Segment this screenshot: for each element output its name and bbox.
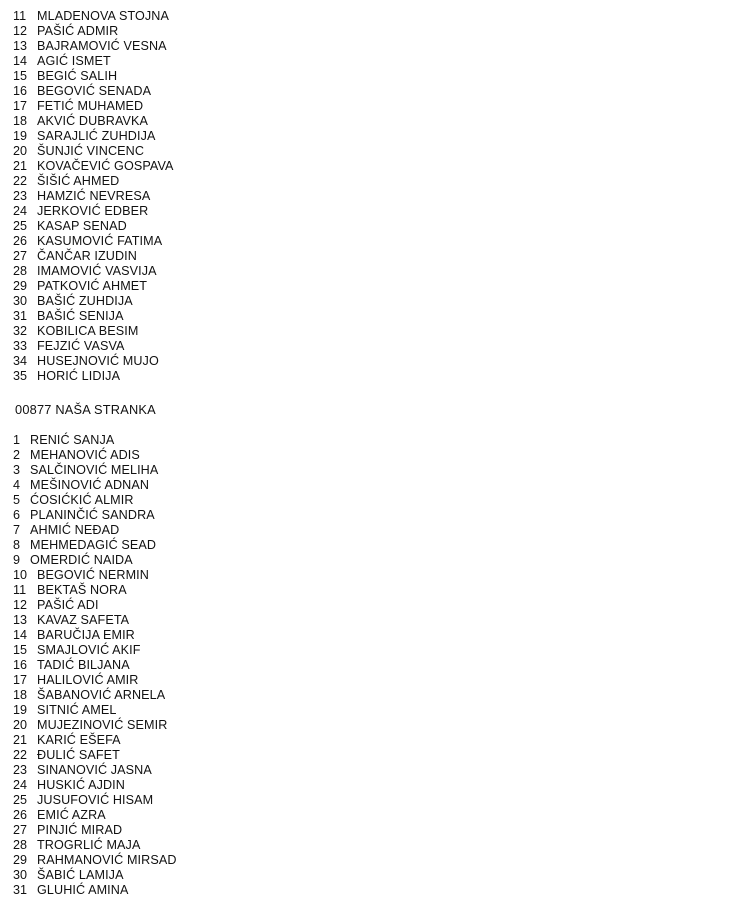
list-item bbox=[13, 114, 174, 129]
candidate-number: 18 bbox=[13, 688, 28, 702]
candidate-number: 33 bbox=[13, 339, 28, 353]
list-item bbox=[13, 354, 174, 369]
candidate-name: FEJZIĆ VASVA bbox=[37, 339, 125, 353]
candidate-number: 11 bbox=[13, 9, 27, 23]
candidate-name: OMERDIĆ NAIDA bbox=[30, 553, 133, 567]
candidate-name: HALILOVIĆ AMIR bbox=[37, 673, 139, 687]
candidate-name: MEHANOVIĆ ADIS bbox=[30, 448, 140, 462]
candidate-number: 8 bbox=[13, 538, 21, 552]
candidate-number: 24 bbox=[13, 204, 28, 218]
list-item bbox=[13, 523, 177, 538]
candidate-name: PLANINČIĆ SANDRA bbox=[30, 508, 155, 522]
candidate-name: KAVAZ SAFETA bbox=[37, 613, 130, 627]
candidate-list-continued bbox=[13, 9, 174, 384]
candidate-number: 19 bbox=[13, 703, 28, 717]
list-item bbox=[13, 778, 177, 793]
candidate-number: 25 bbox=[13, 793, 28, 807]
candidate-name: SARAJLIĆ ZUHDIJA bbox=[37, 129, 156, 143]
candidate-name: BAŠIĆ SENIJA bbox=[37, 309, 124, 323]
party-heading: 00877 NAŠA STRANKA bbox=[15, 402, 156, 417]
list-item bbox=[13, 69, 174, 84]
candidate-name: MUJEZINOVIĆ SEMIR bbox=[37, 718, 168, 732]
list-item bbox=[13, 39, 174, 54]
list-item bbox=[13, 264, 174, 279]
candidate-number: 13 bbox=[13, 613, 28, 627]
list-item bbox=[13, 309, 174, 324]
list-item bbox=[13, 733, 177, 748]
candidate-number: 7 bbox=[13, 523, 21, 537]
candidate-number: 15 bbox=[13, 643, 28, 657]
candidate-name: PATKOVIĆ AHMET bbox=[37, 279, 148, 293]
candidate-name: BARUČIJA EMIR bbox=[37, 628, 135, 642]
candidate-number: 23 bbox=[13, 763, 28, 777]
list-item bbox=[13, 748, 177, 763]
candidate-name: BEGOVIĆ NERMIN bbox=[37, 568, 149, 582]
candidate-name: KASAP SENAD bbox=[37, 219, 127, 233]
candidate-name: KOVAČEVIĆ GOSPAVA bbox=[37, 159, 174, 173]
candidate-name: PAŠIĆ ADI bbox=[37, 598, 99, 612]
candidate-number: 9 bbox=[13, 553, 21, 567]
candidate-number: 17 bbox=[13, 673, 28, 687]
candidate-number: 13 bbox=[13, 39, 28, 53]
candidate-name: EMIĆ AZRA bbox=[37, 808, 106, 822]
candidate-name: BEGIĆ SALIH bbox=[37, 69, 118, 83]
candidate-name: SITNIĆ AMEL bbox=[37, 703, 117, 717]
candidate-number: 27 bbox=[13, 823, 28, 837]
candidate-name: HAMZIĆ NEVRESA bbox=[37, 189, 151, 203]
candidate-number: 19 bbox=[13, 129, 28, 143]
candidate-number: 25 bbox=[13, 219, 28, 233]
candidate-name: ŠUNJIĆ VINCENC bbox=[37, 144, 145, 158]
candidate-number: 15 bbox=[13, 69, 28, 83]
candidate-number: 30 bbox=[13, 868, 28, 882]
candidate-name: MLADENOVA STOJNA bbox=[37, 9, 170, 23]
candidate-name: GLUHIĆ AMINA bbox=[37, 883, 129, 897]
candidate-name: ŠIŠIĆ AHMED bbox=[37, 174, 120, 188]
candidate-number: 29 bbox=[13, 853, 28, 867]
candidate-name: KOBILICA BESIM bbox=[37, 324, 139, 338]
candidate-name: HORIĆ LIDIJA bbox=[37, 369, 121, 383]
candidate-number: 34 bbox=[13, 354, 28, 368]
candidate-number: 29 bbox=[13, 279, 28, 293]
list-item bbox=[13, 538, 177, 553]
list-item bbox=[13, 279, 174, 294]
candidate-name: BEGOVIĆ SENADA bbox=[37, 84, 152, 98]
candidate-name: AGIĆ ISMET bbox=[37, 54, 111, 68]
list-item bbox=[13, 129, 174, 144]
list-item bbox=[13, 868, 177, 883]
candidate-number: 28 bbox=[13, 838, 28, 852]
candidate-name: PAŠIĆ ADMIR bbox=[37, 24, 119, 38]
list-item bbox=[13, 324, 174, 339]
list-item bbox=[13, 703, 177, 718]
candidate-number: 30 bbox=[13, 294, 28, 308]
candidate-number: 6 bbox=[13, 508, 21, 522]
list-item bbox=[13, 718, 177, 733]
candidate-name: ĆOSIĆKIĆ ALMIR bbox=[30, 493, 134, 507]
candidate-name: AHMIĆ NEĐAD bbox=[30, 523, 120, 537]
list-item bbox=[13, 448, 177, 463]
candidate-name: JERKOVIĆ EDBER bbox=[37, 204, 149, 218]
list-item bbox=[13, 24, 174, 39]
candidate-name: MEŠINOVIĆ ADNAN bbox=[30, 478, 150, 492]
candidate-name: KARIĆ EŠEFA bbox=[37, 733, 121, 747]
candidate-number: 12 bbox=[13, 598, 28, 612]
candidate-number: 32 bbox=[13, 324, 28, 338]
candidate-name: ŠABANOVIĆ ARNELA bbox=[37, 688, 166, 702]
list-item bbox=[13, 84, 174, 99]
list-item bbox=[13, 763, 177, 778]
list-item bbox=[13, 219, 174, 234]
candidate-number: 2 bbox=[13, 448, 21, 462]
list-item bbox=[13, 9, 174, 24]
list-item bbox=[13, 883, 177, 898]
candidate-number: 21 bbox=[13, 733, 28, 747]
candidate-number: 18 bbox=[13, 114, 28, 128]
candidate-number: 22 bbox=[13, 174, 28, 188]
candidate-name: ŠABIĆ LAMIJA bbox=[37, 868, 124, 882]
list-item bbox=[13, 553, 177, 568]
candidate-name: AKVIĆ DUBRAVKA bbox=[37, 114, 149, 128]
list-item bbox=[13, 369, 174, 384]
candidate-name: PINJIĆ MIRAD bbox=[37, 823, 123, 837]
list-item bbox=[13, 54, 174, 69]
candidate-number: 11 bbox=[13, 583, 27, 597]
candidate-number: 16 bbox=[13, 658, 28, 672]
candidate-name: HUSKIĆ AJDIN bbox=[37, 778, 125, 792]
list-item bbox=[13, 189, 174, 204]
list-item bbox=[13, 478, 177, 493]
list-item bbox=[13, 838, 177, 853]
list-item bbox=[13, 144, 174, 159]
candidate-number: 17 bbox=[13, 99, 28, 113]
list-item bbox=[13, 174, 174, 189]
list-item bbox=[13, 249, 174, 264]
candidate-name: TADIĆ BILJANA bbox=[37, 658, 130, 672]
list-item bbox=[13, 823, 177, 838]
list-item bbox=[13, 294, 174, 309]
candidate-name: TROGRLIĆ MAJA bbox=[37, 838, 141, 852]
list-item bbox=[13, 339, 174, 354]
candidate-name: RAHMANOVIĆ MIRSAD bbox=[37, 853, 177, 867]
candidate-name: MEHMEDAGIĆ SEAD bbox=[30, 538, 157, 552]
candidate-number: 27 bbox=[13, 249, 28, 263]
candidate-number: 16 bbox=[13, 84, 28, 98]
list-item bbox=[13, 159, 174, 174]
candidate-number: 23 bbox=[13, 189, 28, 203]
candidate-number: 22 bbox=[13, 748, 28, 762]
candidate-number: 26 bbox=[13, 234, 28, 248]
list-item bbox=[13, 673, 177, 688]
candidate-number: 20 bbox=[13, 144, 28, 158]
candidate-number: 20 bbox=[13, 718, 28, 732]
party-candidate-list bbox=[13, 433, 177, 898]
candidate-number: 21 bbox=[13, 159, 28, 173]
candidate-name: SALČINOVIĆ MELIHA bbox=[30, 463, 159, 477]
candidate-number: 10 bbox=[13, 568, 28, 582]
list-item bbox=[13, 433, 177, 448]
candidate-name: SMAJLOVIĆ AKIF bbox=[37, 643, 141, 657]
list-item bbox=[13, 853, 177, 868]
list-item bbox=[13, 234, 174, 249]
candidate-name: FETIĆ MUHAMED bbox=[37, 99, 144, 113]
candidate-number: 5 bbox=[13, 493, 21, 507]
list-item bbox=[13, 613, 177, 628]
list-item bbox=[13, 628, 177, 643]
candidate-number: 31 bbox=[13, 309, 28, 323]
list-item bbox=[13, 568, 177, 583]
candidate-name: RENIĆ SANJA bbox=[30, 433, 115, 447]
candidate-number: 12 bbox=[13, 24, 28, 38]
candidate-number: 24 bbox=[13, 778, 28, 792]
list-item bbox=[13, 658, 177, 673]
list-item bbox=[13, 508, 177, 523]
candidate-number: 3 bbox=[13, 463, 21, 477]
list-item bbox=[13, 204, 174, 219]
candidate-name: HUSEJNOVIĆ MUJO bbox=[37, 354, 159, 368]
list-item bbox=[13, 793, 177, 808]
candidate-name: KASUMOVIĆ FATIMA bbox=[37, 234, 163, 248]
list-item bbox=[13, 463, 177, 478]
candidate-number: 28 bbox=[13, 264, 28, 278]
candidate-name: BAJRAMOVIĆ VESNA bbox=[37, 39, 167, 53]
candidate-name: SINANOVIĆ JASNA bbox=[37, 763, 152, 777]
candidate-name: JUSUFOVIĆ HISAM bbox=[37, 793, 154, 807]
candidate-number: 1 bbox=[13, 433, 21, 447]
candidate-number: 14 bbox=[13, 54, 28, 68]
list-item bbox=[13, 688, 177, 703]
candidate-number: 4 bbox=[13, 478, 21, 492]
list-item bbox=[13, 583, 177, 598]
candidate-number: 31 bbox=[13, 883, 28, 897]
list-item bbox=[13, 99, 174, 114]
candidate-name: BEKTAŠ NORA bbox=[37, 583, 127, 597]
list-item bbox=[13, 493, 177, 508]
list-item bbox=[13, 598, 177, 613]
candidate-number: 35 bbox=[13, 369, 28, 383]
candidate-name: ĐULIĆ SAFET bbox=[37, 748, 120, 762]
candidate-name: ČANČAR IZUDIN bbox=[37, 249, 137, 263]
candidate-number: 26 bbox=[13, 808, 28, 822]
list-item bbox=[13, 808, 177, 823]
candidate-number: 14 bbox=[13, 628, 28, 642]
candidate-name: BAŠIĆ ZUHDIJA bbox=[37, 294, 133, 308]
candidate-name: IMAMOVIĆ VASVIJA bbox=[37, 264, 157, 278]
list-item bbox=[13, 643, 177, 658]
